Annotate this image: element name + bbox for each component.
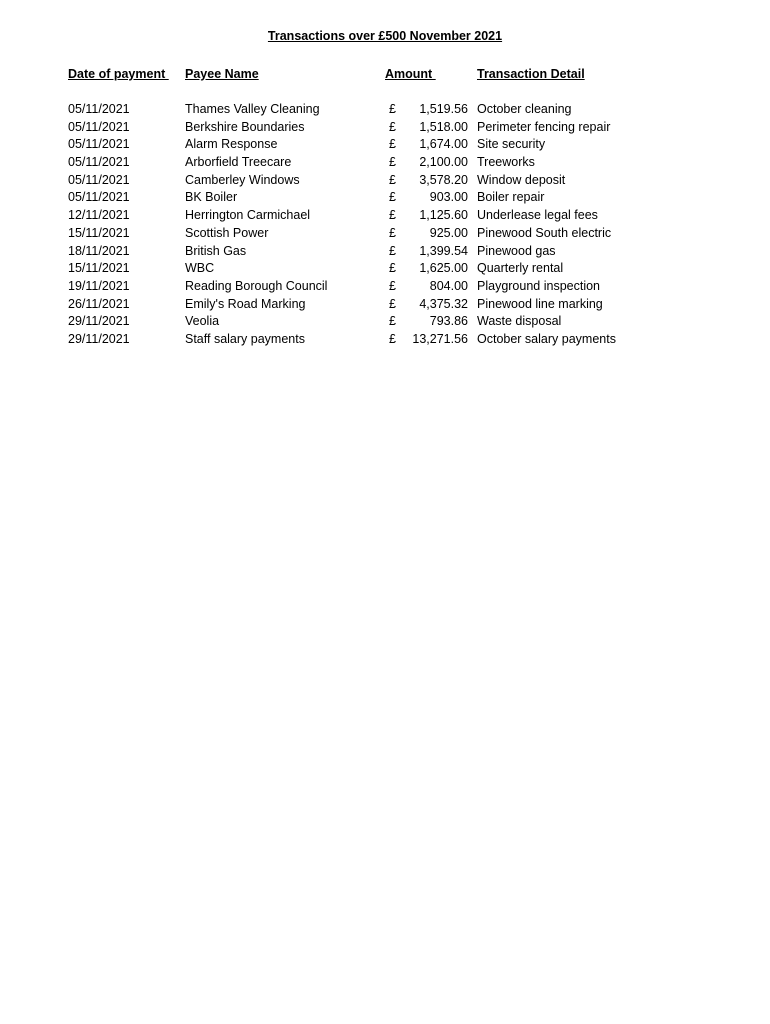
row-detail: Pinewood gas [477,243,556,258]
row-date: 05/11/2021 [68,155,130,170]
table-row [0,189,770,207]
row-amount: 804.00 [429,278,468,293]
row-currency: £ [389,208,396,223]
row-date: 12/11/2021 [68,208,130,223]
row-date: 26/11/2021 [68,296,130,311]
table-row [0,154,770,172]
row-currency: £ [389,243,396,258]
row-payee: Reading Borough Council [185,278,328,293]
row-currency: £ [389,225,396,240]
row-amount: 13,271.56 [412,331,468,346]
row-amount: 903.00 [429,190,468,205]
row-currency: £ [389,190,396,205]
row-payee: Berkshire Boundaries [185,119,305,134]
table-row [0,278,770,296]
row-detail: Boiler repair [477,190,545,205]
row-detail: Treeworks [477,155,535,170]
table-row [0,243,770,261]
table-row [0,101,770,119]
row-payee: BK Boiler [185,190,238,205]
page-title: Transactions over £500 November 2021 [267,29,503,43]
header-amount: Amount [385,67,436,81]
row-payee: Herrington Carmichael [185,208,311,223]
row-detail: Pinewood line marking [477,296,603,311]
row-payee: Scottish Power [185,225,269,240]
table-row [0,136,770,154]
row-amount: 925.00 [429,225,468,240]
table-row [0,172,770,190]
table-row [0,225,770,243]
row-payee: Emily's Road Marking [185,296,306,311]
row-detail: October cleaning [477,102,572,116]
row-currency: £ [389,278,396,293]
row-currency: £ [389,261,396,276]
row-payee: Alarm Response [185,137,278,152]
row-date: 19/11/2021 [68,278,130,293]
row-detail: Pinewood South electric [477,225,612,240]
row-date: 29/11/2021 [68,331,130,346]
row-amount: 1,519.56 [419,102,468,116]
row-date: 29/11/2021 [68,314,130,329]
row-amount: 1,518.00 [419,119,468,134]
transactions-table [0,101,770,349]
row-amount: 793.86 [429,314,468,329]
row-currency: £ [389,172,396,187]
table-row [0,119,770,137]
row-payee: Thames Valley Cleaning [185,102,320,116]
table-row [0,331,770,349]
row-currency: £ [389,314,396,329]
row-detail: Waste disposal [477,314,562,329]
table-row [0,260,770,278]
row-detail: Window deposit [477,172,566,187]
row-detail: Playground inspection [477,278,600,293]
table-row [0,296,770,314]
row-payee: Veolia [185,314,220,329]
row-date: 05/11/2021 [68,119,130,134]
row-detail: Underlease legal fees [477,208,598,223]
row-payee: Camberley Windows [185,172,300,187]
row-date: 15/11/2021 [68,225,130,240]
row-date: 05/11/2021 [68,190,130,205]
row-detail: October salary payments [477,331,616,346]
row-date: 05/11/2021 [68,137,130,152]
row-payee: Staff salary payments [185,331,305,346]
header-detail: Transaction Detail [477,67,585,81]
row-date: 05/11/2021 [68,102,130,116]
row-currency: £ [389,137,396,152]
row-payee: British Gas [185,243,247,258]
row-currency: £ [389,331,396,346]
row-currency: £ [389,119,396,134]
row-amount: 1,125.60 [419,208,468,223]
row-currency: £ [389,102,396,116]
row-currency: £ [389,155,396,170]
row-detail: Perimeter fencing repair [477,119,611,134]
header-payee: Payee Name [185,67,259,81]
header-date: Date of payment [68,67,169,81]
row-detail: Quarterly rental [477,261,564,276]
table-row [0,207,770,225]
row-amount: 1,674.00 [419,137,468,152]
row-detail: Site security [477,137,546,152]
row-amount: 1,399.54 [419,243,468,258]
row-date: 18/11/2021 [68,243,130,258]
row-amount: 2,100.00 [419,155,468,170]
row-amount: 1,625.00 [419,261,468,276]
row-currency: £ [389,296,396,311]
row-date: 05/11/2021 [68,172,130,187]
row-date: 15/11/2021 [68,261,130,276]
row-amount: 3,578.20 [419,172,468,187]
row-payee: WBC [185,261,215,276]
table-row [0,313,770,331]
row-payee: Arborfield Treecare [185,155,292,170]
row-amount: 4,375.32 [419,296,468,311]
